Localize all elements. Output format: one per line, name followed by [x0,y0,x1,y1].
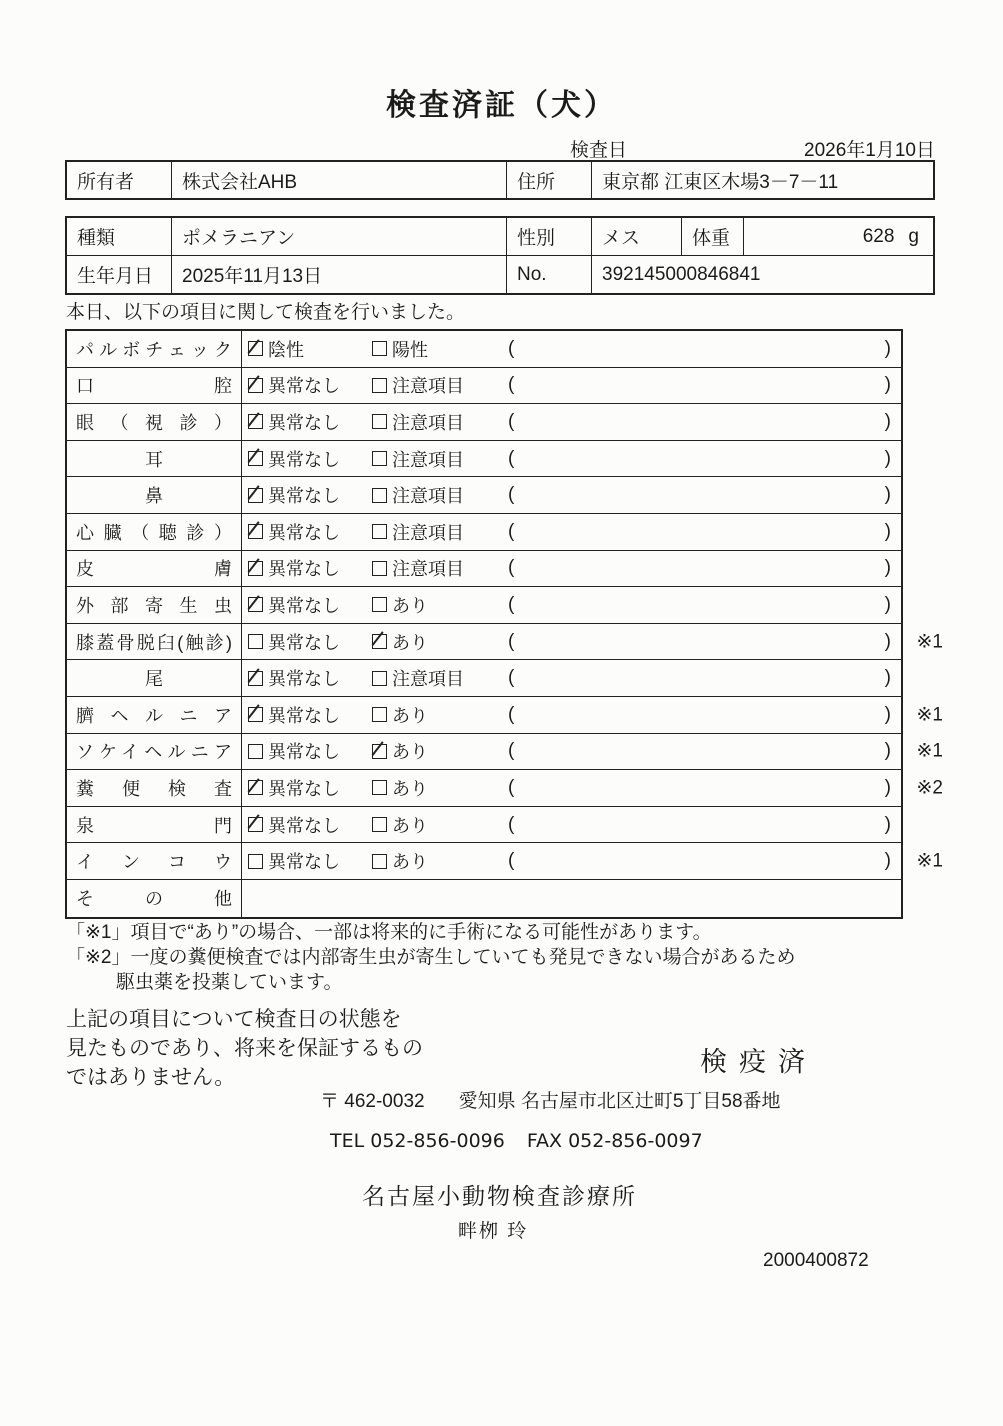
inspection-item-label: 眼（視診） [67,404,242,440]
inspection-row [67,880,901,917]
checkbox-unchecked-icon [248,634,263,649]
tel-number: TEL 052-856-0096 [330,1130,505,1152]
option-label: 異常なし [268,559,340,580]
owner-label: 所有者 [67,162,172,198]
inspection-row [67,477,901,514]
result-option [248,336,372,362]
footnote-mark: ※1 [916,740,943,762]
option-label: 異常なし [268,705,340,726]
result-option [248,812,372,838]
birthdate-label: 生年月日 [67,256,172,293]
inspection-row [67,404,901,441]
inspection-row [67,843,943,880]
inspection-item-result [242,551,901,587]
result-option [372,336,508,362]
quarantine-stamp: 検疫済 [700,1047,817,1077]
inspection-row [67,697,943,734]
checkbox-checked-icon [248,707,263,722]
result-option [372,519,508,545]
clinic-address-line [320,1086,781,1113]
remarks-paren-close: ) [884,410,891,432]
sex-value: メス [592,218,682,255]
inspection-row [67,807,901,844]
option-label: 陰性 [268,339,304,360]
remarks-paren-close: ) [884,850,891,872]
remarks-paren-close: ) [884,557,891,579]
option-label: 陽性 [392,339,428,360]
checkbox-checked-icon [248,378,263,393]
result-option [248,848,372,874]
inspection-row [67,441,901,478]
remarks-paren-close: ) [884,667,891,689]
result-option [248,702,372,728]
remarks-paren-close: ) [884,593,891,615]
animal-info-row-1 [67,218,933,256]
remarks-paren-open: ( [508,667,515,689]
animal-info-table [65,216,935,295]
result-option [248,482,372,508]
remarks-paren-open: ( [508,813,515,835]
result-option [372,592,508,618]
checkbox-unchecked-icon [372,414,387,429]
result-option [372,372,508,398]
option-label: 異常なし [268,486,340,507]
footnote-mark: ※1 [916,850,943,872]
animal-info-row-2 [67,256,933,293]
weight-label: 体重 [682,218,744,255]
disclaimer-line-1: 上記の項目について検査日の状態を [66,1008,402,1031]
owner-table [65,160,935,200]
inspection-item-result [242,843,901,879]
option-label: 注意項目 [392,669,464,690]
inspection-row [67,368,901,405]
option-label: あり [392,815,428,836]
result-option [248,519,372,545]
inspection-item-label: 心臓（聴診） [67,514,242,550]
remarks-paren-open: ( [508,337,515,359]
inspection-table [65,329,943,919]
inspection-item-result [242,660,901,696]
result-option [248,775,372,801]
remarks-paren-close: ) [884,484,891,506]
inspection-item-label: 耳 [67,441,242,477]
inspection-row [67,660,901,697]
breed-label: 種類 [67,218,172,255]
weight-value [744,218,933,255]
page-title: 検査済証（犬） [386,89,617,122]
checkbox-checked-icon [248,817,263,832]
result-option [372,775,508,801]
inspection-row [67,514,901,551]
option-label: あり [392,595,428,616]
inspection-item-result [242,624,901,660]
footnote-2: 「※2」一度の糞便検査では内部寄生虫が寄生していても発見できない場合があるため [66,947,796,968]
remarks-paren-close: ) [884,337,891,359]
inspection-item-label: 外部寄生虫 [67,587,242,623]
inspection-item-label: その他 [67,880,242,917]
remarks-paren-close: ) [884,630,891,652]
option-label: 注意項目 [392,559,464,580]
remarks-paren-open: ( [508,410,515,432]
remarks-paren-open: ( [508,776,515,798]
inspection-item-label: 口腔 [67,368,242,404]
inspection-row [67,551,901,588]
remarks-paren-open: ( [508,557,515,579]
checkbox-unchecked-icon [372,378,387,393]
option-label: 異常なし [268,412,340,433]
fax-number: FAX 052-856-0097 [526,1130,703,1152]
remarks-paren-close: ) [884,374,891,396]
postal-code: 〒 462-0032 [320,1091,425,1112]
checkbox-checked-icon [248,597,263,612]
checkbox-checked-icon [248,488,263,503]
inspection-item-result [242,807,901,843]
inspection-item-result [242,587,901,623]
intro-text: 本日、以下の項目に関して検査を行いました。 [66,302,466,323]
inspection-date-value: 2026年1月10日 [804,140,935,161]
result-option [248,665,372,691]
option-label: 異常なし [268,778,340,799]
document-number: 2000400872 [763,1250,869,1271]
checkbox-checked-icon [248,561,263,576]
inspection-item-result [242,441,901,477]
disclaimer-text [66,1005,423,1092]
checkbox-unchecked-icon [372,707,387,722]
footnote-mark: ※1 [916,704,943,726]
disclaimer-line-2: 見たものであり、将来を保証するもの [66,1037,423,1060]
result-option [248,555,372,581]
result-option [248,446,372,472]
remarks-paren-open: ( [508,593,515,615]
option-label: 異常なし [268,632,340,653]
option-label: 異常なし [268,815,340,836]
owner-value: 株式会社AHB [172,162,507,198]
result-option [248,372,372,398]
checkbox-checked-icon [248,451,263,466]
result-option [372,665,508,691]
inspection-row [67,331,901,368]
inspection-item-result [242,697,901,733]
result-option [372,482,508,508]
remarks-paren-close: ) [884,520,891,542]
tel-fax-line [330,1130,703,1152]
result-option [372,446,508,472]
option-label: 異常なし [268,742,340,763]
remarks-paren-close: ) [884,447,891,469]
footnotes [66,920,796,995]
checkbox-checked-icon [248,524,263,539]
checkbox-checked-icon [248,671,263,686]
option-label: 注意項目 [392,486,464,507]
breed-value: ポメラニアン [172,218,507,255]
inspection-item-result [242,734,901,770]
inspection-item-label: パルボチェック [67,331,242,367]
option-label: 注意項目 [392,412,464,433]
remarks-paren-open: ( [508,850,515,872]
inspection-item-label: インコウ [67,843,242,879]
result-option [372,738,508,764]
checkbox-unchecked-icon [248,854,263,869]
footnote-2-continued: 駆虫薬を投薬しています。 [116,972,343,993]
remarks-paren-close: ) [884,703,891,725]
option-label: 異常なし [268,669,340,690]
inspection-item-label: 鼻 [67,477,242,513]
remarks-paren-close: ) [884,740,891,762]
remarks-paren-open: ( [508,484,515,506]
checkbox-checked-icon [248,341,263,356]
remarks-paren-open: ( [508,740,515,762]
inspection-item-label: 膝蓋骨脱臼(触診) [67,624,242,660]
footnote-mark: ※2 [916,777,943,799]
option-label: あり [392,742,428,763]
result-option [372,702,508,728]
remarks-paren-close: ) [884,776,891,798]
remarks-paren-open: ( [508,520,515,542]
result-option [248,629,372,655]
inspection-item-result [242,331,901,367]
remarks-paren-open: ( [508,703,515,725]
remarks-paren-open: ( [508,374,515,396]
inspection-item-label: 泉門 [67,807,242,843]
checkbox-checked-icon [372,634,387,649]
result-option [372,629,508,655]
option-label: 注意項目 [392,522,464,543]
inspection-row [67,734,943,771]
clinic-address: 愛知県 名古屋市北区辻町5丁目58番地 [458,1091,781,1112]
remarks-paren-open: ( [508,447,515,469]
inspection-item-label: ソケイヘルニア [67,734,242,770]
checkbox-unchecked-icon [372,671,387,686]
disclaimer-line-3: ではありません。 [66,1066,236,1089]
option-label: 異常なし [268,595,340,616]
checkbox-checked-icon [248,780,263,795]
result-option [372,812,508,838]
inspection-item-result [242,368,901,404]
result-option [372,848,508,874]
checkbox-unchecked-icon [248,744,263,759]
checkbox-unchecked-icon [372,524,387,539]
option-label: あり [392,778,428,799]
checkbox-unchecked-icon [372,780,387,795]
footnote-mark: ※1 [916,631,943,653]
birthdate-value: 2025年11月13日 [172,256,507,293]
inspection-item-label: 臍ヘルニア [67,697,242,733]
option-label: あり [392,705,428,726]
address-value: 東京都 江東区木場3－7－11 [602,171,839,193]
inspection-row [67,624,943,661]
remarks-paren-open: ( [508,630,515,652]
checkbox-unchecked-icon [372,451,387,466]
inspection-item-label: 尾 [67,660,242,696]
address-label: 住所 [507,162,592,198]
option-label: 注意項目 [392,449,464,470]
weight-unit: g [908,225,919,247]
inspection-item-result [242,477,901,513]
number-label: No. [507,256,592,293]
inspection-item-result [242,514,901,550]
checkbox-checked-icon [372,744,387,759]
checkbox-unchecked-icon [372,488,387,503]
result-option [248,592,372,618]
checkbox-unchecked-icon [372,817,387,832]
option-label: 異常なし [268,376,340,397]
number-value: 392145000846841 [602,263,761,285]
result-option [248,409,372,435]
option-label: 注意項目 [392,376,464,397]
result-option [248,738,372,764]
inspection-item-label: 糞便検査 [67,770,242,806]
footnote-1: 「※1」項目で“あり”の場合、一部は将来的に手術になる可能性があります。 [66,922,712,943]
checkbox-checked-icon [248,414,263,429]
option-label: 異常なし [268,852,340,873]
checkbox-unchecked-icon [372,597,387,612]
remarks-paren-close: ) [884,813,891,835]
result-option [372,555,508,581]
inspection-item-result [242,880,901,917]
checkbox-unchecked-icon [372,341,387,356]
option-label: 異常なし [268,449,340,470]
inspection-item-result [242,404,901,440]
option-label: あり [392,632,428,653]
inspection-row [67,587,901,624]
weight-number: 628 [862,225,895,247]
examiner-name: 畔栁 玲 [458,1221,529,1242]
clinic-name: 名古屋小動物検査診療所 [362,1183,637,1209]
inspection-date-row [570,135,935,162]
checkbox-unchecked-icon [372,561,387,576]
inspection-row [67,770,943,807]
inspection-item-result [242,770,901,806]
sex-label: 性別 [507,218,592,255]
checkbox-unchecked-icon [372,854,387,869]
inspection-date-label: 検査日 [570,140,628,161]
option-label: あり [392,852,428,873]
result-option [372,409,508,435]
option-label: 異常なし [268,522,340,543]
inspection-item-label: 皮膚 [67,551,242,587]
